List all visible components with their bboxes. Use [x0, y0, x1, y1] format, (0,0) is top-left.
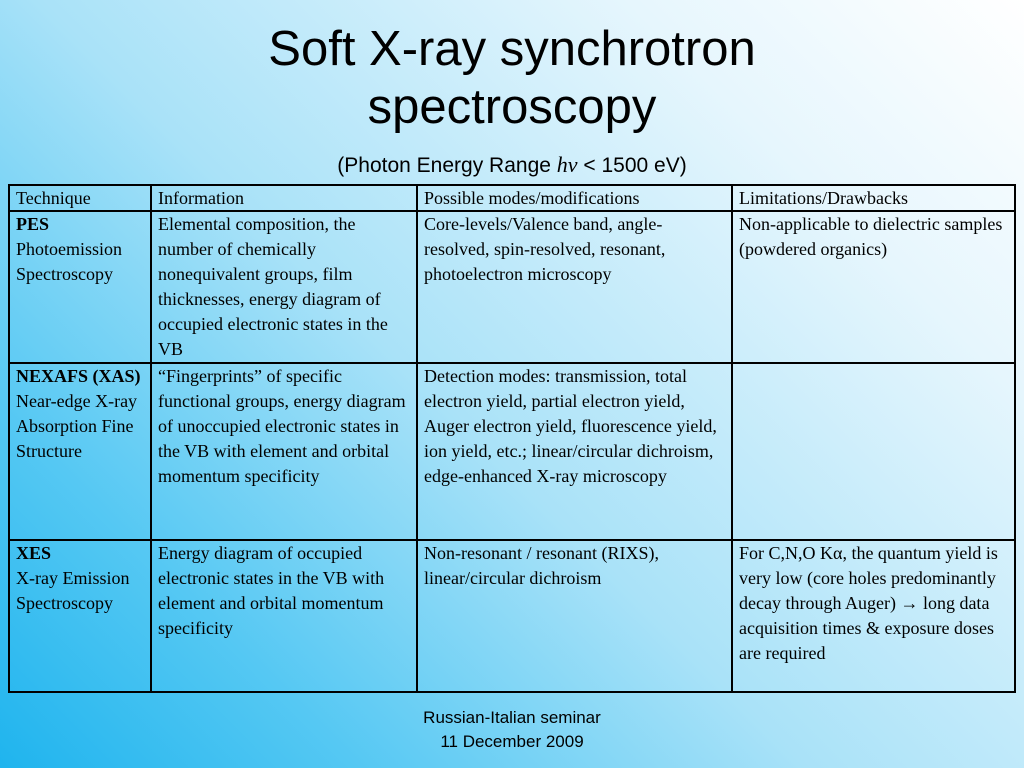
table-header-row: [9, 185, 1015, 211]
table-row: [9, 540, 1015, 692]
title-line-1: Soft X-ray synchrotron: [268, 22, 756, 76]
modes-cell: Detection modes: transmission, total electron yield, partial electron yield, Auger electron yield, fluorescence yield, ion yield, etc.; linear/circular dichroism, edge-enhanced X-ray microscopy: [417, 363, 732, 540]
header-technique: Technique: [9, 185, 151, 211]
technique-name: Photoemission Spectroscopy: [16, 239, 123, 284]
footer-date: 11 December 2009: [440, 732, 584, 751]
technique-cell: [9, 211, 151, 363]
subtitle-prefix: (Photon Energy Range: [337, 154, 557, 177]
table-row: [9, 363, 1015, 540]
photon-energy-symbol: hν: [556, 152, 578, 177]
title-line-2: spectroscopy: [367, 80, 657, 134]
technique-name: X-ray Emission Spectroscopy: [16, 568, 130, 613]
technique-cell: [9, 540, 151, 692]
footer-event: Russian-Italian seminar: [423, 708, 601, 727]
limitations-cell: For C,N,O Kα, the quantum yield is very low (core holes predominantly decay through Auger) → long data acquisition times & exposure doses are required: [732, 540, 1015, 692]
technique-abbr: NEXAFS (XAS): [16, 366, 141, 386]
slide-subtitle: [0, 152, 1024, 179]
slide-title: [0, 20, 1024, 136]
techniques-table: [8, 184, 1016, 693]
modes-cell: Core-levels/Valence band, angle-resolved, spin-resolved, resonant, photoelectron microscopy: [417, 211, 732, 363]
modes-cell: Non-resonant / resonant (RIXS), linear/circular dichroism: [417, 540, 732, 692]
header-information: Information: [151, 185, 417, 211]
subtitle-suffix: < 1500 eV): [577, 154, 687, 177]
technique-cell: [9, 363, 151, 540]
header-limitations: Limitations/Drawbacks: [732, 185, 1015, 211]
slide-footer: [350, 706, 674, 754]
information-cell: “Fingerprints” of specific functional groups, energy diagram of unoccupied electronic states in the VB with element and orbital momentum specificity: [151, 363, 417, 540]
limitations-cell: Non-applicable to dielectric samples (powdered organics): [732, 211, 1015, 363]
technique-name: Near-edge X-ray Absorption Fine Structure: [16, 391, 138, 461]
table-row: [9, 211, 1015, 363]
technique-abbr: PES: [16, 214, 50, 234]
technique-abbr: XES: [16, 543, 52, 563]
limitations-cell: [732, 363, 1015, 540]
header-modes: Possible modes/modifications: [417, 185, 732, 211]
information-cell: Elemental composition, the number of chemically nonequivalent groups, film thicknesses, energy diagram of occupied electronic states in the VB: [151, 211, 417, 363]
information-cell: Energy diagram of occupied electronic states in the VB with element and orbital momentum specificity: [151, 540, 417, 692]
